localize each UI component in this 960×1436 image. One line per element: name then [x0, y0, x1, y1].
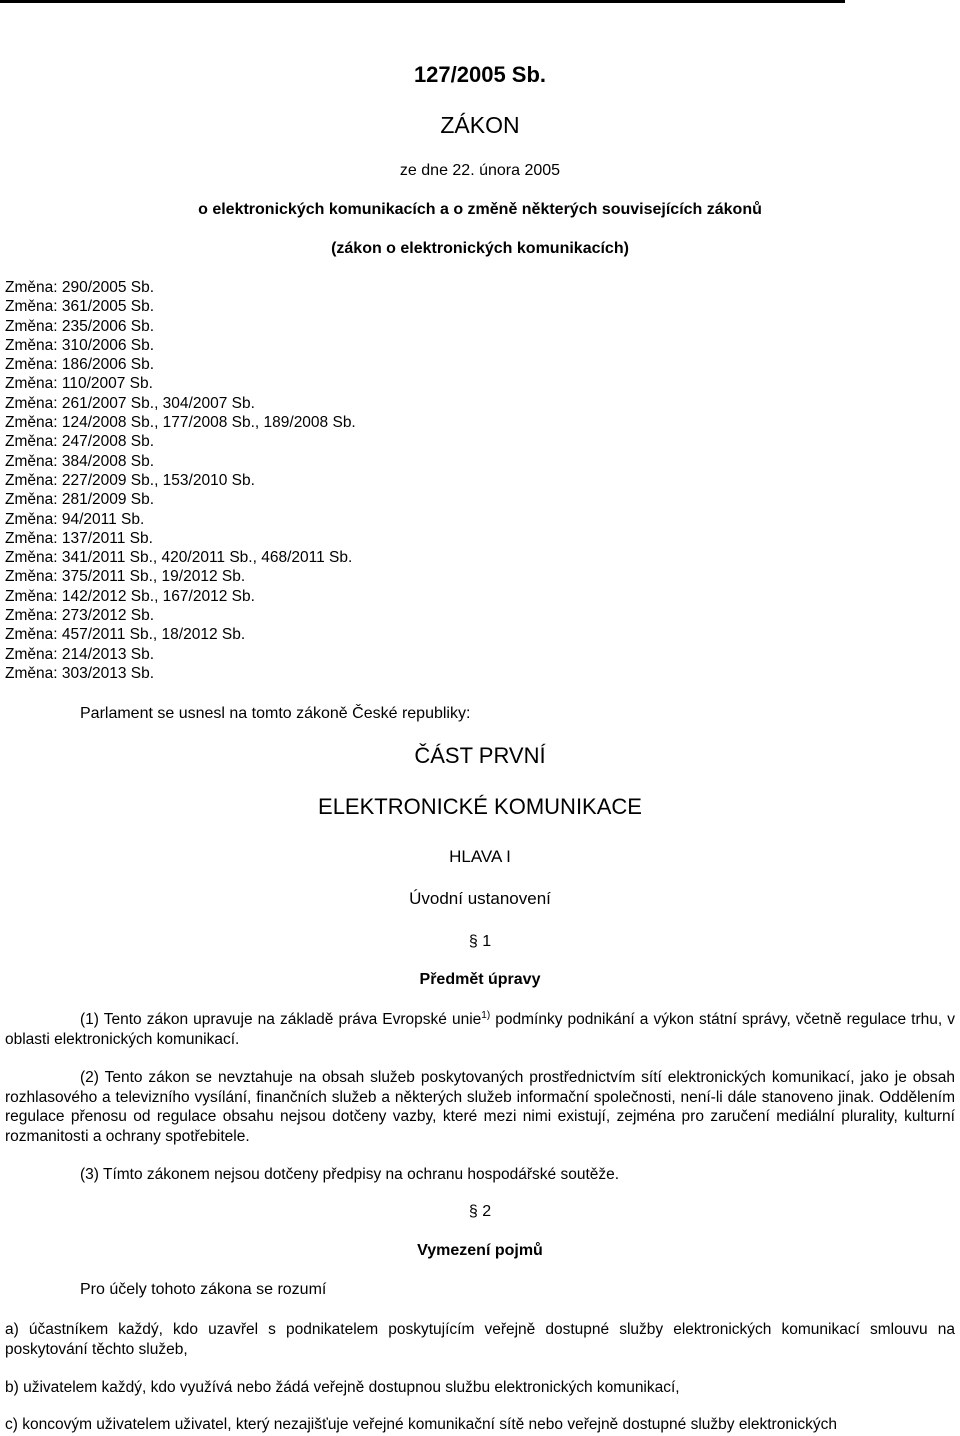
section-1-paragraph-2: (2) Tento zákon se nevztahuje na obsah služeb poskytovaných prostřednictvím sítí elektronických komunikací, jako je obsah rozhlasového a televizního vysílání, finančních služeb a některých služeb informační společnosti, není-li dále stanoveno jinak. Oddělením regulace přenosu od regulace obsahu nejsou dotčeny vazby, které mezi nimi existují, zejména pro zaručení mediální plurality, kulturní rozmanitosti a ochrany spotřebitele.: [5, 1069, 955, 1145]
amendment-item: Změna: 261/2007 Sb., 304/2007 Sb.: [5, 394, 255, 412]
section-2-intro: Pro účely tohoto zákona se rozumí: [80, 1281, 327, 1298]
amendment-item: Změna: 341/2011 Sb., 420/2011 Sb., 468/2011 Sb.: [5, 549, 353, 567]
amendment-item: Změna: 235/2006 Sb.: [5, 317, 155, 335]
law-number: 127/2005 Sb.: [413, 62, 547, 87]
amendment-item: Změna: 310/2006 Sb.: [5, 336, 155, 354]
chapter-title: Úvodní ustanovení: [409, 889, 551, 908]
amendment-item: Změna: 142/2012 Sb., 167/2012 Sb.: [5, 587, 255, 605]
section-2-title: Vymezení pojmů: [417, 1242, 543, 1259]
section-1-label: § 1: [468, 933, 492, 950]
amendment-item: Změna: 361/2005 Sb.: [5, 298, 155, 316]
amendment-item: Změna: 384/2008 Sb.: [5, 452, 155, 470]
law-type: ZÁKON: [440, 112, 520, 138]
amendment-item: Změna: 214/2013 Sb.: [5, 645, 155, 663]
part-label: ČÁST PRVNÍ: [414, 743, 546, 768]
amendment-item: Změna: 137/2011 Sb.: [5, 529, 153, 547]
section-1-title: Předmět úpravy: [419, 971, 541, 988]
section-1-paragraph-3: (3) Tímto zákonem nejsou dotčeny předpisy na ochranu hospodářské soutěže.: [80, 1166, 620, 1183]
amendment-item: Změna: 290/2005 Sb.: [5, 279, 155, 296]
paragraph-text: (1) Tento zákon upravuje na základě práva Evropské unie: [80, 1011, 482, 1028]
amendment-item: Změna: 273/2012 Sb.: [5, 607, 155, 625]
footnote-ref: 1): [481, 1009, 491, 1021]
definition-item-b: b) uživatelem každý, kdo využívá nebo žádá veřejně dostupnou službu elektronických komunikací,: [5, 1379, 680, 1396]
paragraph-text: podmínky podnikání a výkon státní správy, včetně regulace trhu, v oblasti elektronických komunikací.: [5, 1011, 955, 1048]
chapter-label: HLAVA I: [449, 847, 511, 866]
amendment-item: Změna: 247/2008 Sb.: [5, 433, 155, 451]
amendment-item: Změna: 457/2011 Sb., 18/2012 Sb.: [5, 626, 246, 644]
amendment-item: Změna: 227/2009 Sb., 153/2010 Sb.: [5, 471, 255, 489]
law-short-title: (zákon o elektronických komunikacích): [331, 240, 629, 257]
preamble: Parlament se usnesl na tomto zákoně České republiky:: [80, 705, 471, 722]
amendment-list: [5, 278, 356, 683]
law-title: o elektronických komunikacích a o změně některých souvisejících zákonů: [198, 201, 762, 218]
amendment-item: Změna: 94/2011 Sb.: [5, 510, 145, 528]
amendment-item: Změna: 186/2006 Sb.: [5, 356, 155, 374]
definition-item-c: c) koncovým uživatelem uživatel, který nezajišťuje veřejné komunikační sítě nebo veřejně dostupné služby elektronických: [5, 1416, 838, 1433]
amendment-item: Změna: 110/2007 Sb.: [5, 375, 153, 393]
amendment-item: Změna: 303/2013 Sb.: [5, 664, 155, 682]
definition-item-a: a) účastníkem každý, kdo uzavřel s podnikatelem poskytujícím veřejně dostupné služby elektronických komunikací smlouvu na poskytování těchto služeb,: [5, 1321, 955, 1358]
amendment-item: Změna: 124/2008 Sb., 177/2008 Sb., 189/2008 Sb.: [5, 414, 356, 432]
section-2-label: § 2: [468, 1203, 492, 1220]
amendment-item: Změna: 281/2009 Sb.: [5, 491, 155, 509]
part-title: ELEKTRONICKÉ KOMUNIKACE: [318, 794, 642, 819]
section-1-paragraph-1: [5, 1010, 955, 1049]
law-date: ze dne 22. února 2005: [399, 162, 561, 179]
top-rule: [0, 0, 845, 3]
amendment-item: Změna: 375/2011 Sb., 19/2012 Sb.: [5, 568, 246, 586]
